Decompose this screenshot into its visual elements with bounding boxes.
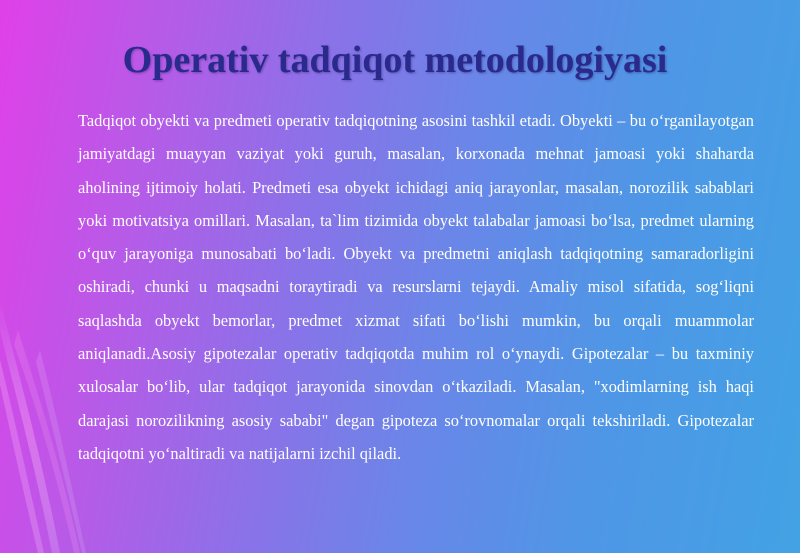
decorative-streak (0, 300, 60, 553)
slide-body-text: Tadqiqot obyekti va predmeti operativ tadqiqotning asosini tashkil etadi. Obyekti – bu oʻrganilayotgan jamiyatdagi muayyan vaziyat yoki guruh, masalan, korxonada mehnat jamoasi yoki shaharda aholining ijtimoiy holati. Predmeti esa obyekt ichidagi aniq jarayonlar, masalan, norozilik sabablari yoki motivatsiya omillari. Masalan, ta`lim tizimida obyekt talabalar jamoasi boʻlsa, predmet ularning oʻquv jarayoniga munosabati boʻladi. Obyekt va predmetni aniqlash tadqiqotning samaradorligini oshiradi, chunki u maqsadni toraytiradi va resurslarni tejaydi. Amaliy misol sifatida, sogʻliqni saqlashda obyekt bemorlar, predmet xizmat sifati boʻlishi mumkin, bu orqali muammolar aniqlanadi.Asosiy gipotezalar operativ tadqiqotda muhim rol oʻynaydi. Gipotezalar – bu taxminiy xulosalar boʻlib, ular tadqiqot jarayonida sinovdan oʻtkaziladi. Masalan, "xodimlarning ish haqi darajasi norozilikning asosiy sababi" degan gipoteza soʻrovnomalar orqali tekshiriladi. Gipotezalar tadqiqotni yoʻnaltiradi va natijalarni izchil qiladi. (78, 111, 754, 463)
decorative-streak (14, 330, 80, 553)
decorative-streak (0, 360, 44, 553)
slide-title: Operativ tadqiqot metodologiyasi (122, 39, 668, 81)
